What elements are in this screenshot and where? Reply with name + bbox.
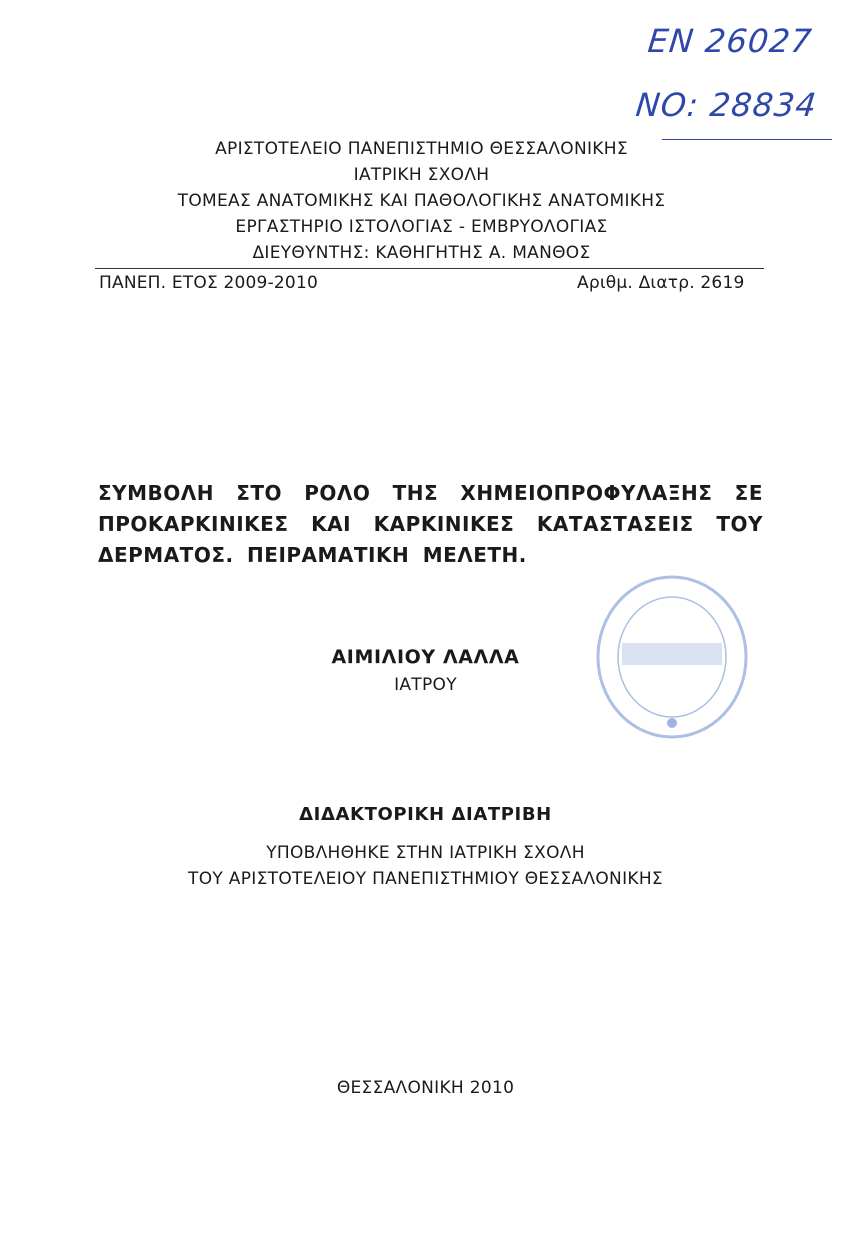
thesis-number: Αριθμ. Διατρ. 2619: [577, 273, 745, 293]
author-name: ΑΙΜΙΛΙΟΥ ΛΑΛΛΑ: [331, 646, 520, 668]
header-divider: [95, 268, 764, 269]
lab-name: ΕΡΓΑΣΤΗΡΙΟ ΙΣΤΟΛΟΓΙΑΣ - ΕΜΒΡΥΟΛΟΓΙΑΣ: [235, 217, 608, 237]
submission-line-1: ΥΠΟΒΛΗΘΗΚΕ ΣΤΗΝ ΙΑΤΡΙΚΗ ΣΧΟΛΗ: [266, 843, 585, 863]
school-name: ΙΑΤΡΙΚΗ ΣΧΟΛΗ: [353, 165, 490, 185]
handwritten-record-number: ΝΟ: 28834: [634, 86, 819, 124]
handwritten-accession-number: EN 26027: [646, 22, 815, 60]
department-name: ΤΟΜΕΑΣ ΑΝΑΤΟΜΙΚΗΣ ΚΑΙ ΠΑΘΟΛΟΓΙΚΗΣ ΑΝΑΤΟΜΙΚΗΣ: [177, 191, 666, 211]
library-stamp: [592, 571, 752, 743]
academic-year: ΠΑΝΕΠ. ΕΤΟΣ 2009-2010: [99, 273, 318, 293]
place-year: ΘΕΣΣΑΛΟΝΙΚΗ 2010: [336, 1078, 515, 1098]
director-line: ΔΙΕΥΘΥΝΤΗΣ: ΚΑΘΗΓΗΤΗΣ Α. ΜΑΝΘΟΣ: [252, 243, 591, 263]
submission-line-2: ΤΟΥ ΑΡΙΣΤΟΤΕΛΕΙΟΥ ΠΑΝΕΠΙΣΤΗΜΙΟΥ ΘΕΣΣΑΛΟΝΙΚΗΣ: [188, 869, 663, 889]
university-name: ΑΡΙΣΤΟΤΕΛΕΙΟ ΠΑΝΕΠΙΣΤΗΜΙΟ ΘΕΣΣΑΛΟΝΙΚΗΣ: [215, 139, 628, 159]
thesis-title: ΣΥΜΒΟΛΗ ΣΤΟ ΡΟΛΟ ΤΗΣ ΧΗΜΕΙΟΠΡΟΦΥΛΑΞΗΣ ΣΕ ΠΡΟΚΑΡΚΙΝΙΚΕΣ ΚΑΙ ΚΑΡΚΙΝΙΚΕΣ ΚΑΤΑΣΤΑΣΕΙΣ ΤΟΥ ΔΕΡΜΑΤΟΣ. ΠΕΙΡΑΜΑΤΙΚΗ ΜΕΛΕΤΗ.: [98, 481, 763, 567]
author-profession: ΙΑΤΡΟΥ: [394, 675, 457, 695]
thesis-type: ΔΙΔΑΚΤΟΡΙΚΗ ΔΙΑΤΡΙΒΗ: [299, 804, 552, 825]
